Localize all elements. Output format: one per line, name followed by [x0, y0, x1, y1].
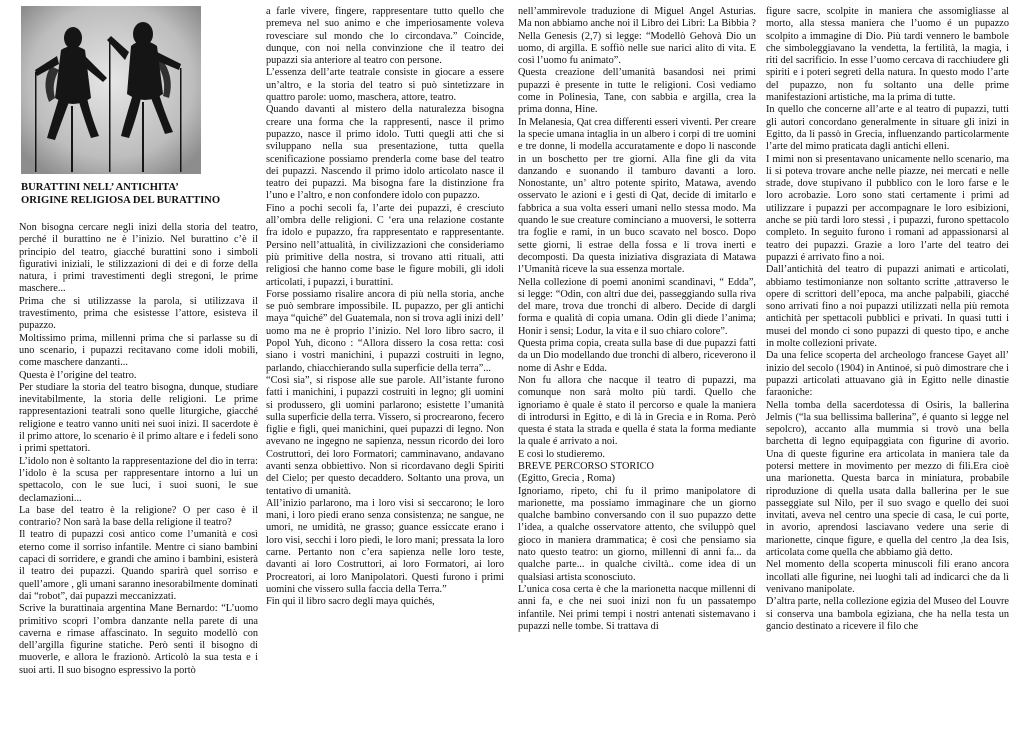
- shadow-puppets-photo: [21, 6, 201, 174]
- paragraph: Fino a pochi secoli fa, l’arte dei pupazzi, é cresciuto all’ombra delle religioni. C ‘era una relazione costante fra idolo e pupazzo, fra rappresentato e rappresentante. Persino nell’attualità, in civilizzazioni che consideriamo più primitive della nostra, si trovano atti rituali, atti religiosi che hanno come base le figure mobili, gli idoli articolati, i pupazzi, i burattini.: [266, 202, 504, 288]
- paragraph: I mimi non si presentavano unicamente nello scenario, ma li si poteva trovare anche nelle piazze, nei mercati e nelle strade, dove stupivano il pubblico con le loro farse e le loro acrobazie. Loro sono stati certamente i primi ad utilizzare i pupazzi per accompagnare le loro esibizioni, anche se più tardi loro stessi , i pupazzi, furono spettacolo completo. In seguito furono i romani ad appassionarsi al teatro dei pupazzi. Grazie a loro l’arte del teatro dei pupazzi é arrivato fino a noi.: [766, 153, 1009, 263]
- paragraph: Ignoriamo, ripeto, chi fu il primo manipolatore di marionette, ma possiamo immaginare che un giorno qualche bambino conversando con il suo pupazzo dette l’idea, a qualche osservatore attento, che sviluppò quel gioco in maniera drammatica; è così che pensiamo sia nato questo teatro: un giorno, millenni di anni fa... da qualche parte... in qualche civiltà.. come idea di un qualsiasi artista sconosciuto.: [518, 485, 756, 583]
- heading-line-1: BURATTINI NELL’ ANTICHITA’: [21, 182, 179, 193]
- paragraph: Questa è l’origine del teatro.: [19, 369, 137, 381]
- paragraph: Questa creazione dell’umanità basandosi nei primi pupazzi è presente in tutte le religioni. Così vediamo come in Polinesia, Tane, con sabbia e argilla, crea la prima donna, Hine.: [518, 67, 756, 116]
- heading-line-2: ORIGINE RELIGIOSA DEL BURATTINO: [21, 194, 221, 206]
- paragraph: In Melanesia, Qat crea differenti esseri viventi. Per creare la specie umana intaglia in un albero i corpi di tre uomini e tre donne, li modella accuratamente e dopo li nasconde in un boschetto per tre giorni. Alla fine gli da vita danzando e suonando il tamburo davanti a loro. Nonostante, un’ altro potente spirito, Matawa, avendo osservato le azioni e i gesti di Qat, decide di imitarlo e fabbrica a sua volta esseri umani nello stessa modo. Ma quando le sue creature cominciano a muoversi, le sotterra tra foglie e rami, in un buco scavato nel bosco. Dopo sette giorni, li estrae della fossa e li trova inerti e decomposti. Da questa iniziativa disgraziata di Matawa l’Umanità riceve la sua essenza mortale.: [518, 116, 756, 276]
- paragraph: Nella collezione di poemi anonimi scandinavi, “ Edda”, si legge: “Odin, con altri due dei, passeggiando sulla riva del mare, trova due tronchi di albero. Decide di dargli forma e qualità di copia umana. Odin gli diede l’anima; Honir i sensi; Lodur, la vita e il suo chiaro colore”.: [518, 276, 756, 337]
- paragraph: Il teatro di pupazzi così antico come l’umanità e così eterno come il sorriso infantile. Mentre ci siano bambini capaci di sorridere, e grandi che amino i bambini, esisterà il teatro dei pupazzi. Quando sparirà quel sorriso e quell’amore , gli umani saranno inesorabilmente dominati dai “robot”, dai pupazzi meccanizzati.: [19, 529, 258, 602]
- shadow-puppets-illustration: [21, 6, 201, 174]
- paragraph: figure sacre, scolpite in maniera che assomigliasse al morto, alla stessa maniera che l’uomo é un pupazzo scolpito a immagine di Dio. Più tardi vennero le bambole che simboleggiavano la vendetta, la fertilità, la magia, i riti del sacrificio. In esse l’uomo cercava di racchiudere gli spiriti e i poteri segreti della natura. In questo modo l’arte del pupazzo, non fu soltanto una delle prime manifestazioni artistiche, ma la prima di tutte.: [766, 6, 1009, 104]
- paragraph: Dall’antichità del teatro di pupazzi animati e articolati, abbiamo testimonianze non soltanto scritte ,attraverso le opere di scrittori dell’epoca, ma anche palpabili, giacché sono arrivati fino a noi pupazzi utilizzati nella più remota antichità per spettacoli pubblici e privati. In quasi tutti i musei del mondo ci sono pupazzi di questo tipo, e anche in molte collezioni private.: [766, 264, 1009, 350]
- column-1: [19, 6, 258, 740]
- paragraph: L’idolo non è soltanto la rappresentazione del dio in terra: l’idolo è la scusa per rappresentare intorno a lui un spettacolo, con le sue luci, i suoi suoni, le sue declamazioni...: [19, 455, 258, 504]
- paragraph: E così lo studieremo.: [518, 448, 605, 460]
- section-title: BREVE PERCORSO STORICO: [518, 460, 654, 472]
- paragraph: Questa prima copia, creata sulla base di due pupazzi fatti da un Dio modellando due tronchi di albero, riceverono il nome di Ashr e Edda.: [518, 338, 756, 374]
- paragraph: All’inizio parlarono, ma i loro visi si seccarono; le loro mani, i loro piedi erano senza consistenza; ne sangue, ne umori, ne umidità, ne grasso; guance essiccate erano i loro visi, secchi i loro piedi, le loro mani; pressata la loro carne. Pertanto non c’era sapienza nelle loro teste, davanti ai loro Costruttori, ai loro Formatori, ai loro Procreatori, ai loro Manipolatori. Questi furono i primi uomini che vissero sulla faccia della Terra.”: [266, 497, 504, 595]
- paragraph: Da una felice scoperta del archeologo francese Gayet all’ inizio del secolo (1904) in Antinoé, si può dimostrare che i pupazzi articolati attuavano già in Egitto nelle dinastie faraoniche:: [766, 350, 1009, 399]
- paragraph: La base del teatro è la religione? O per caso è il contrario? Non sarà la base della religione il teatro?: [19, 504, 258, 529]
- paragraph: Prima che si utilizzasse la parola, si utilizzava il travestimento, prima che esistesse l’attore, esisteva il pupazzo.: [19, 295, 258, 332]
- paragraph: Forse possiamo risalire ancora di più nella storia, anche se può sembrare impossibile. IL pupazzo, per gli antichi maya “quiché” del Guatemala, non si trova agli inizi dell’ uomo ma ne è proprio l’inizio. Nel loro libro sacro, il Popol Yuh, dicono : “Allora dissero la cosa retta: così siano i vostri manichini, i pupazzi costruiti in legno, parlando, chiacchierando sulla superficie della terra”...: [266, 288, 504, 374]
- paragraph: Nel momento della scoperta minuscoli fili erano ancora incollati alle figurine, nei luoghi tali ad indicarci che da lì venivano manipolate.: [766, 559, 1009, 595]
- column-2: [266, 6, 504, 740]
- paragraph: Per studiare la storia del teatro bisogna, dunque, studiare inevitabilmente, la storia delle religioni. Le prime rappresentazioni teatrali sono quelle liturgiche, giacché religione e teatro vanno uniti nei suoi inizi. Il sacerdote è il primo attore, lo scenario è il primo altare e i fedeli sono i primi spettatori.: [19, 381, 258, 455]
- section-subtitle: (Egitto, Grecia , Roma): [518, 473, 615, 485]
- paragraph: Non fu allora che nacque il teatro di pupazzi, ma comunque non sarà molto più tardi. Quello che ignoriamo è quale è stato il percorso e quale la maniera di introdursi in Egitto, e di là in Grecia e in Roma. Però questa é stata la strada e quella é stata la forma mediante la quale é arrivato a noi.: [518, 374, 756, 448]
- paragraph: Nella tomba della sacerdotessa di Osiris, la ballerina Jelmis (“la sua bellissima ballerina”, é quanto si legge nel sepolcro), accanto alla mummia si trovò una bella barchetta di legno equipaggiata con figurine di avorio. Una di queste figurine era articolata in maniera tale da potersi mettere in movimento per mezzo di fili.Era cioè una marionetta. Questa barca in miniatura, probabile riproduzione di quella usata dalla ballerina per le sue passeggiate sul Nilo, per il suo svago e quello dei suoi invitati, aveva nel centro una specie di casa, le cui porte, in avorio, aprendosi lasciavano vedere una serie di marionette, cinque figure, e quella del centro ,la dea Isis, articolata come quella che abbiamo già detto.: [766, 399, 1009, 559]
- column-4: [766, 6, 1009, 740]
- paragraph: “Così sia”, si rispose alle sue parole. All’istante furono fatti i manichini, i pupazzi costruiti in legno; gli uomini si produssero, gli uomini parlarono; esistette l’umanità sulla superficie della terra. Vissero, si procrearono, fecero figlie e figli, quei manichini, quei pupazzi di legno. Non avevano ne ingegno ne sapienza, nessun ricordo dei loro Costruttori, dei loro Formatori; camminavano, andavano avanti senza obbiettivo. Non si ricordavano degli Spiriti del Cielo; per questo decaddero. Soltanto una prova, un tentativo di umanità.: [266, 374, 504, 497]
- paragraph: nell’ammirevole traduzione di Miguel Angel Asturias. Ma non abbiamo anche noi il Libro dei Libri: La Bibbia ? Nella Genesis (2,7) si legge: “Modellò Gehovà Dio un uomo, di argilla. E soffiò nelle sue narici alito di vita. E così l’uomo fu animato”.: [518, 6, 756, 67]
- paragraph: In quello che concerne all’arte e al teatro di pupazzi, tutti gli autori concordano generalmente in situare gli inizi in Egitto, da lì passò in Grecia, influenzando particolarmente l’arte del mimo praticata dagli antichi elleni.: [766, 104, 1009, 153]
- paragraph: Non bisogna cercare negli inizi della storia del teatro, perché il burattino ne è l’inizio. Nel burattino c’è il principio del teatro, giacché burattini sono i simboli figurativi iniziali, le stilizzazioni di dei e di forze della natura, i primi travestimenti degli stregoni, le prime maschere...: [19, 222, 258, 295]
- paragraph: Moltissimo prima, millenni prima che si parlasse su di uno scenario, i pupazzi recitavano come idoli mobili, come maschere danzanti...: [19, 332, 258, 369]
- paragraph: Fin qui il libro sacro degli maya quichés,: [266, 596, 435, 608]
- article-heading: [21, 182, 258, 207]
- paragraph: D’altra parte, nella collezione egizia del Museo del Louvre si conserva una bambola egiziana, che ha nella testa un gancio destinato a ricevere il filo che: [766, 596, 1009, 632]
- column-3: [518, 6, 756, 740]
- paragraph: Scrive la burattinaia argentina Mane Bernardo: “L’uomo primitivo scoprì l’ombra danzante nella parete di una caverna e rimase affascinato. In seguito modellò con dell’argilla figurine statiche. Però senti il bisogno di muoverle, e allora le frazionò. Articolò la sua testa e i suoi arti. Il suo bisogno espressivo la portò: [19, 603, 258, 676]
- paragraph: L’essenza dell’arte teatrale consiste in giocare a essere un’altro, e la storia del teatro si può sintetizzare in quattro parole: uomo, maschera, attore, teatro.: [266, 67, 504, 104]
- paragraph: L’unica cosa certa è che la marionetta nacque millenni di anni fa, e che nei suoi inizi non fu un passatempo infantile. Nei primi tempi i nostri antenati sistemavano i pupazzi nelle tombe. Si trattava di: [518, 583, 756, 632]
- paragraph: Quando davanti al mistero della naturalezza bisogna creare una forma che la rappresenti, nasce il primo pupazzo, nasce il primo idolo. Tutti quegli atti che si sviluppano nella sua presentazione, tutta quella scenificazione possiamo prenderla come base del teatro dei pupazzi. Nascendo il primo idolo articolato nasce il teatro dei pupazzi. Ma bisogna fare la distinzione fra l’uno e l’altro, e non confondere idolo con pupazzo.: [266, 104, 504, 202]
- paragraph: a farle vivere, fingere, rappresentare tutto quello che premeva nel suo animo e che imperiosamente voleva rovesciare sul mondo che lo circondava.” Coincide, dunque, con noi nella convinzione che il teatro dei pupazzi sia anteriore al teatro con persone.: [266, 6, 504, 67]
